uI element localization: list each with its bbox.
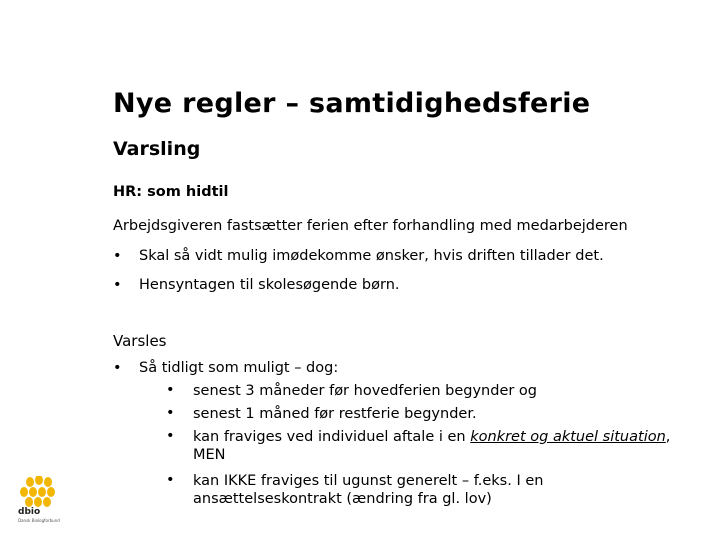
slide-title: Nye regler – samtidighedsferie bbox=[113, 88, 591, 119]
hr-heading: HR: som hidtil bbox=[113, 184, 229, 200]
logo-wordmark: dbio bbox=[18, 507, 41, 517]
bullet-marker: • bbox=[166, 382, 175, 398]
bullet-text: Hensyntagen til skolesøgende børn. bbox=[139, 277, 400, 293]
bullet-marker: • bbox=[166, 405, 175, 421]
intro-paragraph: Arbejdsgiveren fastsætter ferien efter forhandling med medarbejderen bbox=[113, 218, 628, 234]
sub-bullet-text: kan IKKE fraviges til ugunst generelt – f.eks. I en ansættelseskontrakt (ændring fra gl. lov) bbox=[193, 473, 544, 507]
bullet-text: Så tidligt som muligt – dog: bbox=[139, 360, 339, 376]
slide-subtitle: Varsling bbox=[113, 138, 201, 160]
bullet-marker: • bbox=[113, 248, 122, 264]
varsles-heading: Varsles bbox=[113, 332, 167, 350]
sub-bullet-text bbox=[193, 428, 688, 464]
sub-bullet-text: senest 1 måned før restferie begynder. bbox=[193, 406, 477, 422]
bullet-marker: • bbox=[166, 472, 175, 488]
sub-bullet-text-post: , MEN bbox=[193, 429, 671, 463]
bullet-marker: • bbox=[113, 360, 122, 376]
sub-bullet-text-pre: kan fraviges ved individuel aftale i en bbox=[193, 429, 471, 445]
sub-bullet-text: senest 3 måneder før hovedferien begynder og bbox=[193, 383, 538, 399]
emphasis-text: konkret og aktuel situation bbox=[470, 429, 666, 445]
paw-logo-icon bbox=[18, 476, 58, 508]
bullet-text: Skal så vidt mulig imødekomme ønsker, hvis driften tillader det. bbox=[139, 248, 604, 264]
bullet-marker: • bbox=[166, 428, 175, 444]
bullet-marker: • bbox=[113, 277, 122, 293]
logo-tagline: Dansk Biologforbund bbox=[18, 518, 60, 523]
dbio-logo bbox=[18, 476, 62, 526]
